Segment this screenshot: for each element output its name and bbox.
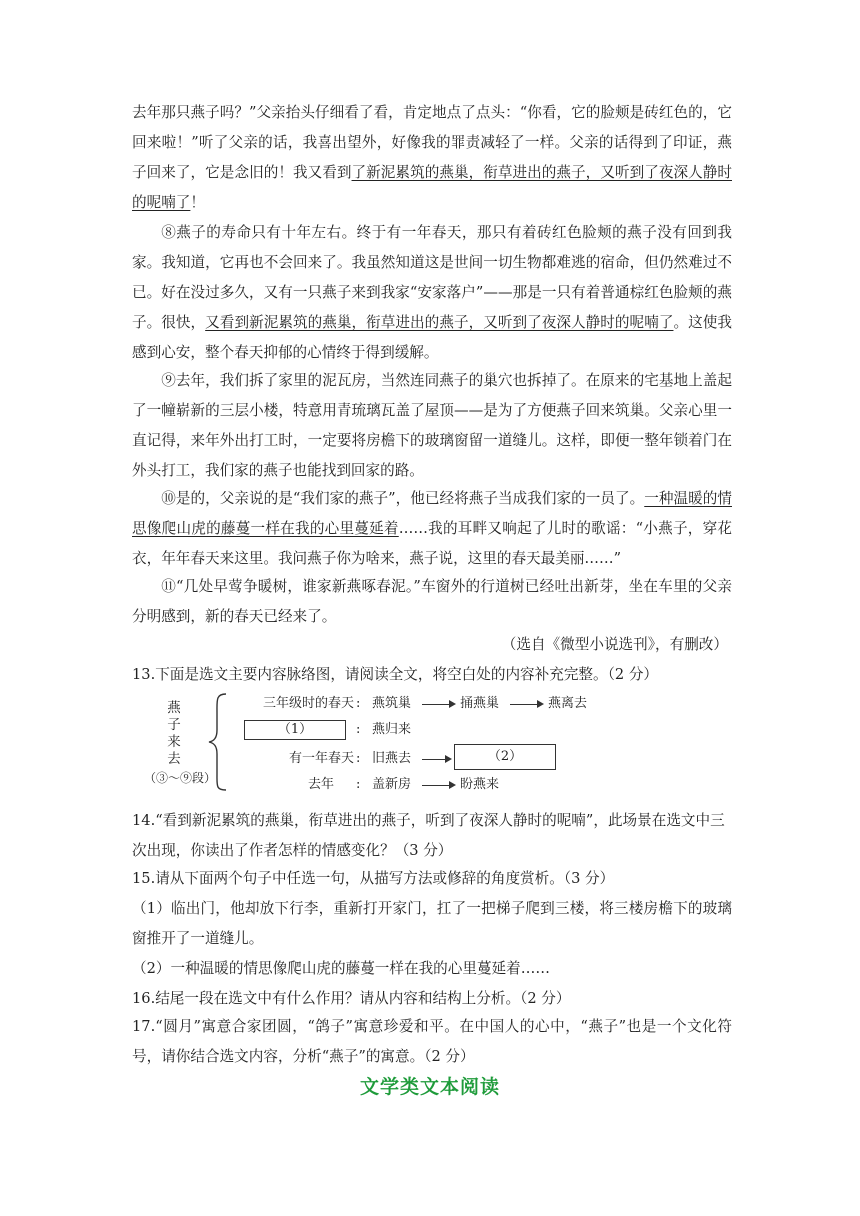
paragraph-text: 去年那只燕子吗？”父亲抬头仔细看了看，肯定地点了点头：“你看，它的脸颊是砖红色的，它回来啦！”听了父亲的话，我喜出望外，好像我的罪责减轻了一样。父亲的话得到了印证，燕子回来了，它是念旧的！我又看到	[132, 104, 732, 181]
row-label: 去年	[307, 777, 334, 792]
flow-node: 盼燕来	[460, 777, 500, 792]
colon: :	[356, 751, 361, 766]
side-char: 去	[167, 751, 181, 767]
paragraph-text: ！	[190, 194, 205, 211]
arrow-right-icon	[510, 704, 542, 705]
flow-node: 燕筑巢	[372, 696, 412, 711]
question-14: 14.“看到新泥累筑的燕巢，衔草进出的燕子，听到了夜深人静时的呢喃”，此场景在选文中三次出现，你读出了作者怎样的情感变化？（3 分）	[132, 812, 725, 859]
paragraph-text: ……我的耳畔又响起了儿时的歌谣：“小燕子，穿花衣，年年春天来这里。我问燕子你为啥来，燕子说，这里的春天最美丽……”	[132, 520, 732, 567]
arrow-right-icon	[422, 785, 454, 786]
diagram-range-label: （③～⑨段）	[144, 771, 217, 785]
arrow-right-icon	[422, 759, 450, 760]
section-heading: 文学类文本阅读	[359, 1076, 500, 1098]
curly-brace-icon	[206, 692, 230, 792]
question-15-sentence-1: （1）临出门，他却放下行李，重新打开家门，扛了一把梯子爬到三楼，将三楼房檐下的玻璃窗推开了一道缝儿。	[132, 900, 732, 947]
side-char: 燕	[167, 700, 181, 716]
paragraph-text: ⑧燕子的寿命只有十年左右。终于有一年春天，那只有着砖红色脸颊的燕子没有回到我家。我知道，它再也不会回来了。我虽然知道这是世间一切生物都难逃的宿命，但仍然难过不已。好在没过多久，又有一只燕子来到我家“安家落户”——那是一只有着普通棕红色脸颊的燕子。很快，	[132, 224, 732, 331]
question-17: 17.“圆月”寓意合家团圆，“鸽子”寓意珍爱和平。在中国人的心中，“燕子”也是一个文化符号，请你结合选文内容，分析“燕子”的寓意。（2 分）	[132, 1018, 732, 1065]
blank-box-2: （2）	[454, 744, 556, 770]
paragraph-10	[132, 484, 732, 574]
flow-node: 盖新房	[372, 777, 412, 792]
flow-node: 旧燕去	[372, 751, 412, 766]
paragraph-continued	[132, 98, 732, 218]
flow-node: 燕离去	[548, 696, 588, 711]
row-label: 有一年春天	[288, 751, 354, 766]
flow-node: 燕归来	[372, 722, 412, 737]
diagram-side-label	[166, 700, 182, 768]
paragraph-8	[132, 218, 732, 368]
underlined-sentence: 了新泥累筑的燕巢，衔草进出的燕子，又听到了夜深人静时的呢喃了	[132, 164, 732, 211]
underlined-sentence: 一种温暖的情思像爬山虎的藤蔓一样在我的心里蔓延着	[132, 490, 732, 537]
question-15-sentence-2: （2）一种温暖的情思像爬山虎的藤蔓一样在我的心里蔓延着……	[132, 960, 550, 977]
arrow-right-icon	[422, 704, 454, 705]
side-char: 子	[167, 717, 181, 733]
colon: :	[356, 696, 361, 711]
question-16: 16.结尾一段在选文中有什么作用？请从内容和结构上分析。（2 分）	[132, 990, 571, 1007]
source-citation: （选自《微型小说选刊》，有删改）	[501, 636, 728, 653]
question-13: 13.下面是选文主要内容脉络图，请阅读全文，将空白处的内容补充完整。（2 分）	[132, 666, 659, 683]
blank-box-1: （1）	[244, 720, 346, 740]
underlined-sentence: 又看到新泥累筑的燕巢，衔草进出的燕子，又听到了夜深人静时的呢喃了	[205, 314, 674, 331]
paragraph-11: ⑪“几处早莺争暖树，谁家新燕啄春泥。”车窗外的行道树已经吐出新芽，坐在车里的父亲分明感到，新的春天已经来了。	[132, 578, 732, 625]
colon: :	[356, 777, 361, 792]
content-flow-diagram	[140, 690, 620, 796]
colon: :	[356, 722, 361, 737]
question-15: 15.请从下面两个句子中任选一句，从描写方法或修辞的角度赏析。（3 分）	[132, 870, 615, 887]
paragraph-text: 。这使我感到心安，整个春天抑郁的心情终于得到缓解。	[132, 314, 732, 361]
row-label: 三年级时的春天	[262, 696, 354, 711]
paragraph-9: ⑨去年，我们拆了家里的泥瓦房，当然连同燕子的巢穴也拆掉了。在原来的宅基地上盖起了一幢崭新的三层小楼，特意用青琉璃瓦盖了屋顶——是为了方便燕子回来筑巢。父亲心里一直记得，来年外出打工时，一定要将房檐下的玻璃窗留一道缝儿。这样，即便一整年锁着门在外头打工，我们家的燕子也能找到回家的路。	[132, 372, 732, 479]
flow-node: 捅燕巢	[460, 696, 500, 711]
side-char: 来	[167, 734, 181, 750]
paragraph-text: ⑩是的，父亲说的是“我们家的燕子”，他已经将燕子当成我们家的一员了。	[161, 490, 645, 507]
